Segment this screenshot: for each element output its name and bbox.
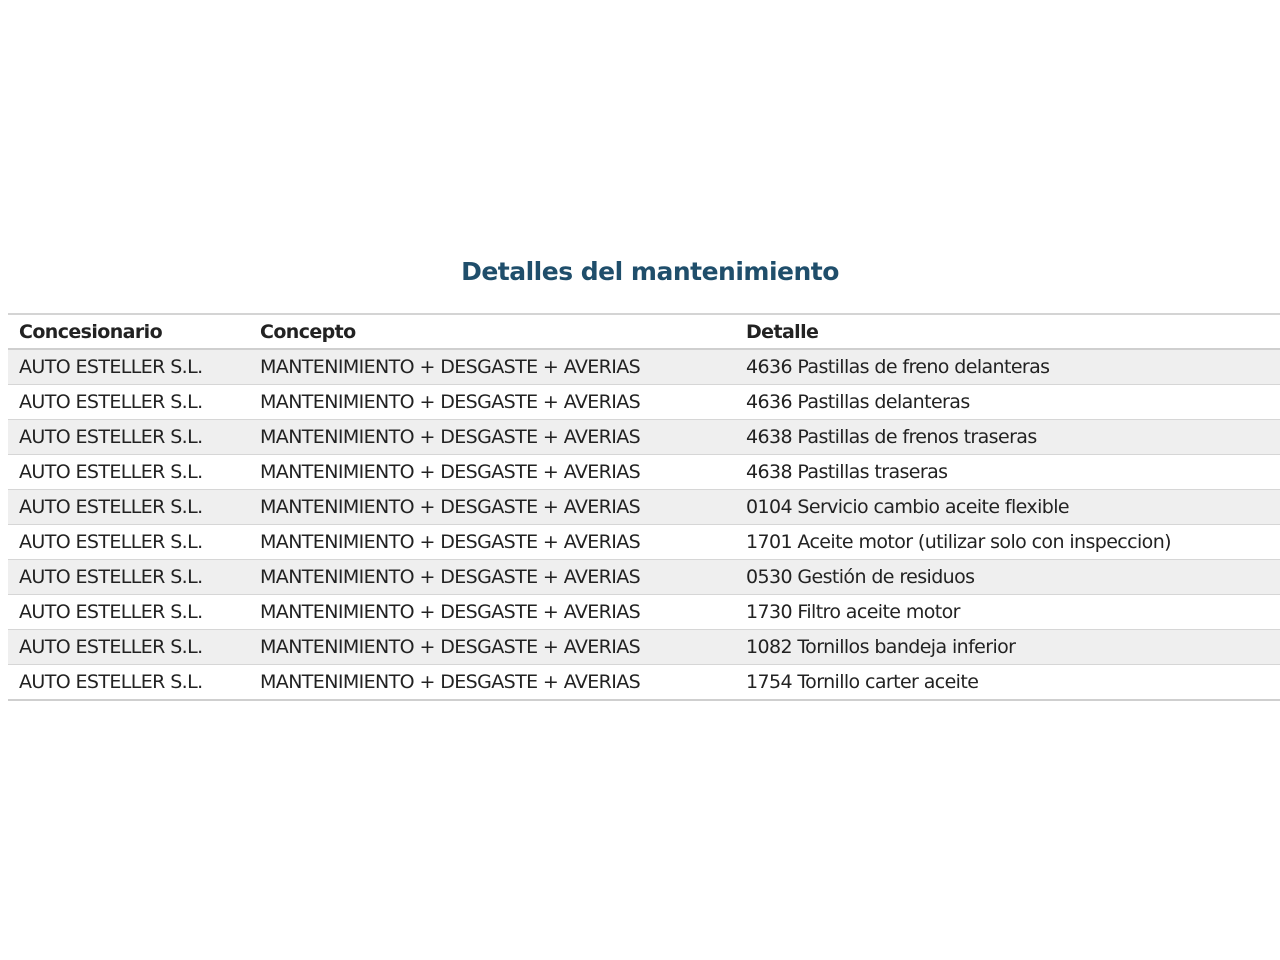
cell-detalle: 1754 Tornillo carter aceite [735,665,1280,701]
cell-detalle: 4636 Pastillas de freno delanteras [735,349,1280,385]
cell-detalle: 0530 Gestión de residuos [735,560,1280,595]
table-row [8,665,1280,701]
table-row [8,349,1280,385]
table-row [8,595,1280,630]
cell-detalle: 4636 Pastillas delanteras [735,385,1280,420]
table-row [8,420,1280,455]
cell-detalle: 1701 Aceite motor (utilizar solo con inspeccion) [735,525,1280,560]
table-row [8,490,1280,525]
header-row [8,315,1280,349]
cell-detalle: 1082 Tornillos bandeja inferior [735,630,1280,665]
maintenance-table [8,315,1280,701]
page-title: Detalles del mantenimiento [461,257,839,286]
cell-concepto: MANTENIMIENTO + DESGASTE + AVERIAS [249,385,735,420]
cell-concesionario: AUTO ESTELLER S.L. [8,630,249,665]
cell-concepto: MANTENIMIENTO + DESGASTE + AVERIAS [249,525,735,560]
header-detalle: Detalle [735,315,1280,349]
cell-concepto: MANTENIMIENTO + DESGASTE + AVERIAS [249,560,735,595]
cell-concepto: MANTENIMIENTO + DESGASTE + AVERIAS [249,665,735,701]
cell-detalle: 1730 Filtro aceite motor [735,595,1280,630]
table-row [8,385,1280,420]
cell-concepto: MANTENIMIENTO + DESGASTE + AVERIAS [249,595,735,630]
table-row [8,630,1280,665]
table-row [8,455,1280,490]
table-header [8,315,1280,349]
table-row [8,560,1280,595]
cell-concesionario: AUTO ESTELLER S.L. [8,525,249,560]
cell-concesionario: AUTO ESTELLER S.L. [8,490,249,525]
cell-detalle: 4638 Pastillas de frenos traseras [735,420,1280,455]
cell-concepto: MANTENIMIENTO + DESGASTE + AVERIAS [249,420,735,455]
cell-concesionario: AUTO ESTELLER S.L. [8,595,249,630]
table-body [8,349,1280,700]
cell-concesionario: AUTO ESTELLER S.L. [8,665,249,701]
cell-concepto: MANTENIMIENTO + DESGASTE + AVERIAS [249,490,735,525]
cell-concepto: MANTENIMIENTO + DESGASTE + AVERIAS [249,349,735,385]
cell-detalle: 0104 Servicio cambio aceite flexible [735,490,1280,525]
maintenance-table-container [8,313,1280,701]
cell-concepto: MANTENIMIENTO + DESGASTE + AVERIAS [249,455,735,490]
header-concepto: Concepto [249,315,735,349]
cell-concesionario: AUTO ESTELLER S.L. [8,455,249,490]
cell-detalle: 4638 Pastillas traseras [735,455,1280,490]
cell-concesionario: AUTO ESTELLER S.L. [8,420,249,455]
cell-concesionario: AUTO ESTELLER S.L. [8,349,249,385]
table-row [8,525,1280,560]
cell-concesionario: AUTO ESTELLER S.L. [8,385,249,420]
cell-concesionario: AUTO ESTELLER S.L. [8,560,249,595]
header-concesionario: Concesionario [8,315,249,349]
cell-concepto: MANTENIMIENTO + DESGASTE + AVERIAS [249,630,735,665]
